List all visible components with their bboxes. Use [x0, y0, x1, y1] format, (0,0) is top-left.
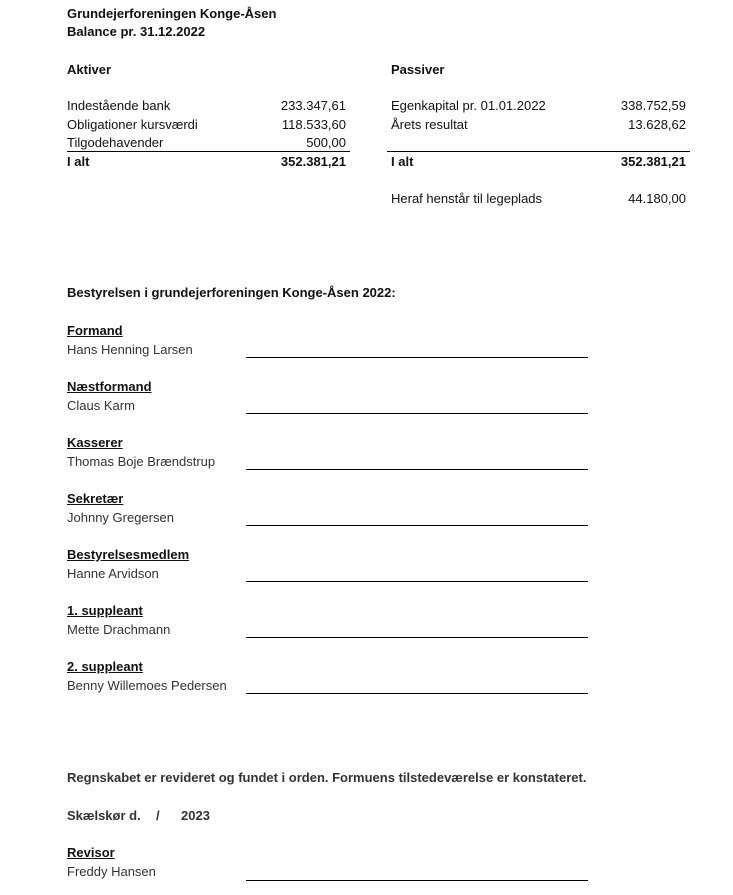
- asset-label: Indestående bank: [67, 98, 171, 113]
- assets-total-rule: [67, 151, 350, 152]
- member-name: Johnny Gregersen: [67, 510, 174, 525]
- member-role: Formand: [67, 323, 123, 338]
- signature-line: [246, 581, 588, 582]
- asset-label: Obligationer kursværdi: [67, 117, 198, 132]
- member-role: 1. suppleant: [67, 603, 143, 618]
- member-name: Thomas Boje Brændstrup: [67, 454, 216, 469]
- asset-label: Tilgodehavender: [67, 135, 164, 150]
- member-role: Bestyrelsesmedlem: [67, 547, 190, 562]
- signature-line: [246, 413, 588, 414]
- liabilities-total-rule: [387, 151, 690, 152]
- signature-line: [246, 693, 588, 694]
- liability-label: Årets resultat: [391, 117, 468, 132]
- member-name: Claus Karm: [67, 398, 135, 413]
- liabilities-total-label: I alt: [391, 154, 414, 169]
- liability-value: 13.628,62: [628, 117, 686, 132]
- member-name: Benny Willemoes Pedersen: [67, 678, 227, 693]
- member-role: Sekretær: [67, 491, 124, 506]
- asset-value: 500,00: [306, 135, 346, 150]
- board-heading: Bestyrelsen i grundejerforeningen Konge-Åsen 2022:: [67, 285, 396, 300]
- member-role: Kasserer: [67, 435, 123, 450]
- asset-value: 233.347,61: [280, 98, 346, 113]
- liabilities-total-value: 352.381,21: [620, 154, 686, 169]
- signature-line: [246, 469, 588, 470]
- document-title: Balance pr. 31.12.2022: [67, 24, 206, 39]
- member-name: Mette Drachmann: [67, 622, 171, 637]
- assets-heading: Aktiver: [67, 62, 112, 77]
- assets-total-value: 352.381,21: [280, 154, 346, 169]
- audit-place: Skælskør d.: [67, 808, 141, 823]
- asset-value: 118.533,60: [281, 117, 346, 132]
- member-role: 2. suppleant: [67, 659, 143, 674]
- playground-note-label: Heraf henstår til legeplads: [391, 191, 543, 206]
- member-name: Hans Henning Larsen: [67, 342, 193, 357]
- auditor-signature-line: [246, 880, 588, 881]
- member-name: Hanne Arvidson: [67, 566, 159, 581]
- playground-note-value: 44.180,00: [628, 191, 686, 206]
- assets-total-label: I alt: [67, 154, 90, 169]
- signature-line: [246, 525, 588, 526]
- auditor-role: Revisor: [67, 845, 115, 860]
- auditor-name: Freddy Hansen: [67, 864, 156, 879]
- liability-value: 338.752,59: [620, 98, 686, 113]
- liabilities-heading: Passiver: [391, 62, 445, 77]
- signature-line: [246, 637, 588, 638]
- member-role: Næstformand: [67, 379, 152, 394]
- audit-date-slash: /: [156, 808, 160, 823]
- signature-line: [246, 357, 588, 358]
- organization-name: Grundejerforeningen Konge-Åsen: [67, 6, 277, 21]
- audit-statement: Regnskabet er revideret og fundet i orden. Formuens tilstedeværelse er konstateret.: [67, 770, 587, 785]
- liability-label: Egenkapital pr. 01.01.2022: [391, 98, 546, 113]
- audit-year: 2023: [181, 808, 210, 823]
